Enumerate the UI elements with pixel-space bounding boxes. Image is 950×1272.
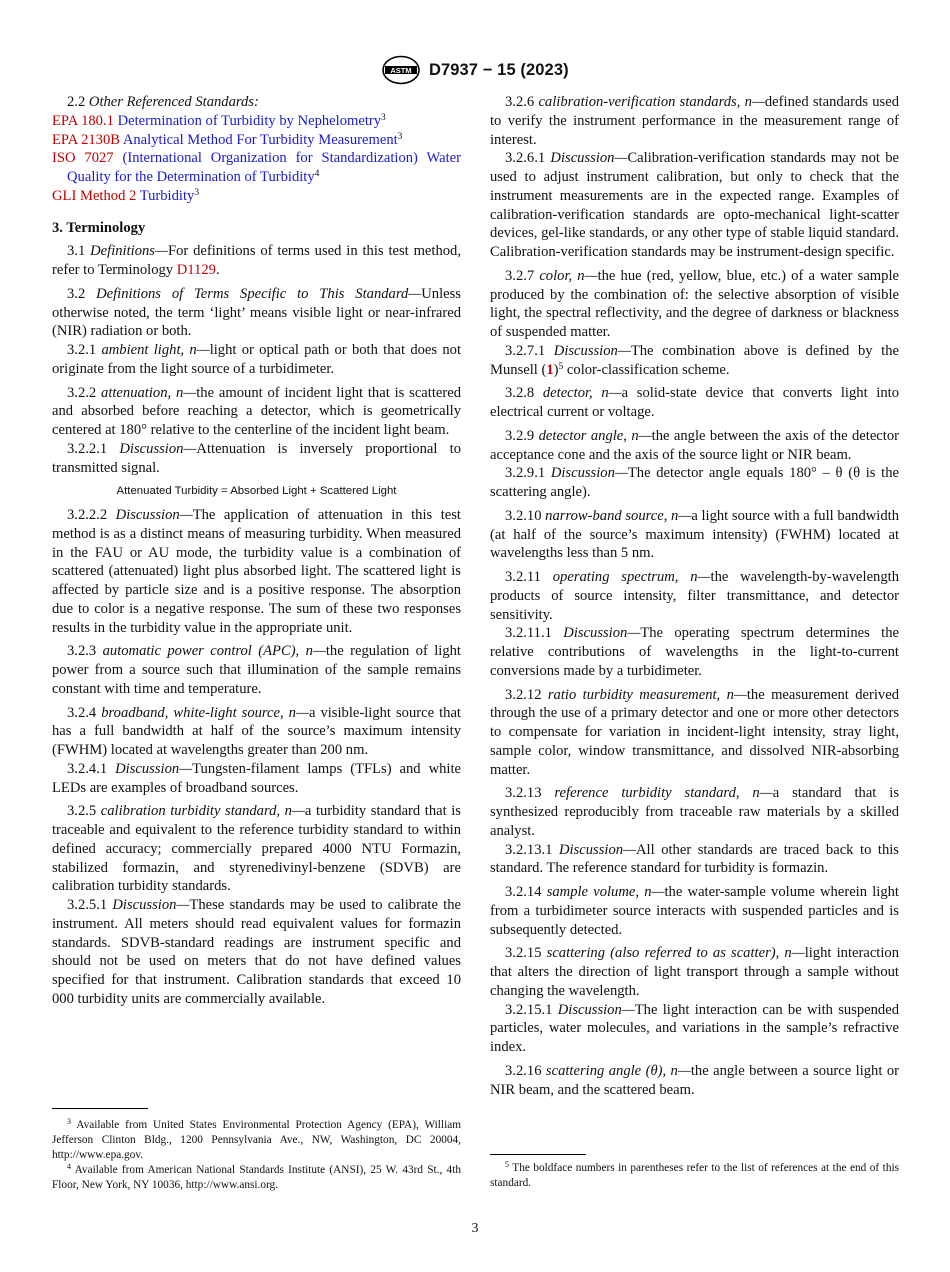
paragraph-3-2-15: 3.2.15 scattering (also referred to as scatter), n—light interaction that alters the direction of light transport through a sample without changing the wavelength.: [490, 945, 899, 999]
document-id: D7937 − 15 (2023): [428, 60, 569, 79]
paragraph-3-2-8: 3.2.8 detector, n—a solid-state device that converts light into electrical current or voltage.: [490, 385, 899, 420]
reference-link[interactable]: (International Organization for Standardization) Water Quality for the Determination of Turbidity: [67, 150, 462, 185]
paragraph-3-2-13-1: 3.2.13.1 Discussion—All other standards are traced back to this standard. The reference standard for turbidity is formazin.: [490, 841, 899, 877]
reference-item: EPA 180.1 Determination of Turbidity by Nephelometry$^3$: [52, 112, 386, 129]
paragraph-3-2-10: 3.2.10 narrow-band source, n—a light source with a full bandwidth (at half of the source’s maximum intensity) (FWHM) located at wavelengths less than 5 nm.: [490, 507, 900, 562]
paragraph-3-2-7-1: 3.2.7.1 Discussion—The combination above is defined by the Munsell $(1)^5$ color-classification scheme.: [490, 342, 900, 378]
paragraph-3-2-16: 3.2.16 scattering angle (θ), n—the angle between a source light or NIR beam, and the scattered beam.: [490, 1062, 899, 1098]
paragraph-3-2-11-1: 3.2.11.1 Discussion—The operating spectrum determines the relative contributions of wavelengths in the light-to-current conversions made by a turbidimeter.: [490, 625, 899, 679]
paragraph-3-2-2-1: 3.2.2.1 Discussion—Attenuation is inversely proportional to transmitted signal.: [52, 440, 461, 476]
paragraph-3-2-6-1: 3.2.6.1 Discussion—Calibration-verification standards may not be used to adjust instrument calibration, but only to check that the instrument measurements are in the expected range. Examples of calibration-verification standards are opto-mechanical light-scatter devices, gel-like standards, or any other type of stable liquid standard. Calibration-verification standards may be instrument-design specific.: [490, 150, 899, 260]
reference-item: ISO 7027 (International Organization for Standardization) Water Quality for the Determination of Turbidity$^4$: [52, 150, 462, 185]
footnote-rule: [52, 1108, 148, 1109]
paragraph-3-2-15-1: 3.2.15.1 Discussion—The light interaction can be with suspended particles, water molecules, and variations in the sample’s refractive index.: [490, 1001, 899, 1055]
footnote-4: $^4$ Available from American National Standards Institute (ANSI), 25 W. 43rd St., 4th Floor, New York, NY 10036, http://www.ansi.org.: [52, 1162, 461, 1191]
paragraph-3-2-14: 3.2.14 sample volume, n—the water-sample volume wherein light from a turbidimeter source interacts with suspended particles and is subsequently detected.: [490, 884, 899, 938]
page-number: 3: [471, 1221, 479, 1236]
paragraph-3-2-9-1: 3.2.9.1 Discussion—The detector angle equals 180° – θ (θ is the scattering angle).: [490, 465, 899, 500]
section-2-2: 2.2 Other Referenced Standards:: [67, 94, 259, 110]
paragraph-3-2: 3.2 Definitions of Terms Specific to This Standard—Unless otherwise noted, the term ‘light’ means visible light or near-infrared (NIR) radiation or both.: [52, 285, 461, 340]
left-column: [52, 93, 461, 1009]
reference-item: EPA 2130B Analytical Method For Turbidity Measurement$^3$: [52, 131, 403, 148]
right-column: [490, 93, 899, 1099]
paragraph-3-2-12: 3.2.12 ratio turbidity measurement, n—the measurement derived through the use of a primary detector and one or more other detectors to compensate for variation in incident-light intensity, stray light, sample color, window transmittance, and dissolved NIR-absorbing matter.: [490, 686, 900, 778]
paragraph-3-2-3: 3.2.3 automatic power control (APC), n—the regulation of light power from a source such that illumination of the sample remains constant with time and temperature.: [52, 643, 461, 697]
reference-link[interactable]: Determination of Turbidity by Nephelometry: [117, 112, 382, 129]
paragraph-3-2-2: 3.2.2 attenuation, n—the amount of incident light that is scattered and absorbed before reaching a detector, which is geometrically centered at 180° relative to the centerline of the incident light beam.: [52, 384, 461, 438]
reference-link[interactable]: Turbidity: [139, 187, 195, 204]
paragraph-3-2-4-1: 3.2.4.1 Discussion—Tungsten-filament lamps (TFLs) and white LEDs are examples of broadband sources.: [52, 760, 461, 796]
d1129-link[interactable]: D1129: [176, 262, 216, 278]
paragraph-3-2-9: 3.2.9 detector angle, n—the angle between the axis of the detector acceptance cone and the axis of the source light or NIR beam.: [490, 427, 899, 463]
footnote-rule: [490, 1154, 586, 1155]
svg-text:ASTM: ASTM: [390, 65, 412, 75]
reference-1-link[interactable]: 1: [546, 361, 554, 378]
reference-item: GLI Method 2 Turbidity$^3$: [52, 187, 200, 204]
paragraph-3-2-5: 3.2.5 calibration turbidity standard, n—a turbidity standard that is traceable and equivalent to the reference turbidity standard to within defined accuracy; commercially prepared 4000 NTU Formazin, stabilized formazin, and styrenedivinyl-benzene (SDVB) are calibration turbidity standards.: [52, 803, 461, 895]
paragraph-3-2-7: 3.2.7 color, n—the hue (red, yellow, blue, etc.) of a water sample produced by the combination of: the selective absorption of visible light, the spectral reflectivity, and the degree of darkness or blackness of suspended matter.: [490, 267, 899, 340]
astm-logo-icon: [381, 55, 421, 85]
paragraph-3-1: 3.1 Definitions—For definitions of terms used in this test method, refer to Terminology D1129.: [52, 243, 462, 278]
equation: Attenuated Turbidity = Absorbed Light + Scattered Light: [116, 485, 397, 498]
paragraph-3-2-13: 3.2.13 reference turbidity standard, n—a standard that is synthesized reproducibly from traceable raw materials by a skilled analyst.: [490, 785, 899, 839]
reference-link[interactable]: Analytical Method For Turbidity Measurement: [122, 131, 398, 148]
paragraph-3-2-11: 3.2.11 operating spectrum, n—the wavelength-by-wavelength products of source intensity, filter transmittance, and detector sensitivity.: [490, 569, 899, 623]
section-heading: 3. Terminology: [52, 219, 146, 236]
footnotes-right: [490, 1161, 899, 1191]
paragraph-3-2-1: 3.2.1 ambient light, n—light or optical path or both that does not originate from the light source of a turbidimeter.: [52, 342, 461, 377]
paragraph-3-2-5-1: 3.2.5.1 Discussion—These standards may be used to calibrate the instrument. All meters should read equivalent values for formazin standards. SDVB-standard readings are instrument specific and should not be used on meters that do not have defined values specified for that instrument. Calibration standards that exceed 10 000 turbidity units are commercially available.: [52, 897, 461, 1007]
paragraph-3-2-6: 3.2.6 calibration-verification standards, n—defined standards used to verify the instrument performance in the measurement range of interest.: [490, 94, 899, 148]
footnote-5: $^5$ The boldface numbers in parentheses refer to the list of references at the end of this standard.: [490, 1160, 899, 1189]
footnotes-left: [52, 1118, 461, 1193]
footnote-3: $^3$ Available from United States Environmental Protection Agency (EPA), William Jefferson Clinton Bldg., 1200 Pennsylvania Ave., NW, Washington, DC 20004, http://www.epa.gov.: [52, 1117, 462, 1161]
paragraph-3-2-4: 3.2.4 broadband, white-light source, n—a visible-light source that has a full bandwidth at half of the source’s maximum intensity (FWHM) located at wavelengths greater than 200 nm.: [52, 704, 461, 758]
paragraph-3-2-2-2: 3.2.2.2 Discussion—The application of attenuation in this test method is as a distinct means of measuring turbidity. When measured in the FAU or AU mode, the turbidity value is a combination of scattered (attenuated) light plus absorbed light. The scattered light is affected by particle size and is a positive response. The absorption due to color is a negative response. The sum of these two responses results in the turbidity value in the appropriate unit.: [52, 507, 461, 636]
page-header: [0, 55, 950, 85]
